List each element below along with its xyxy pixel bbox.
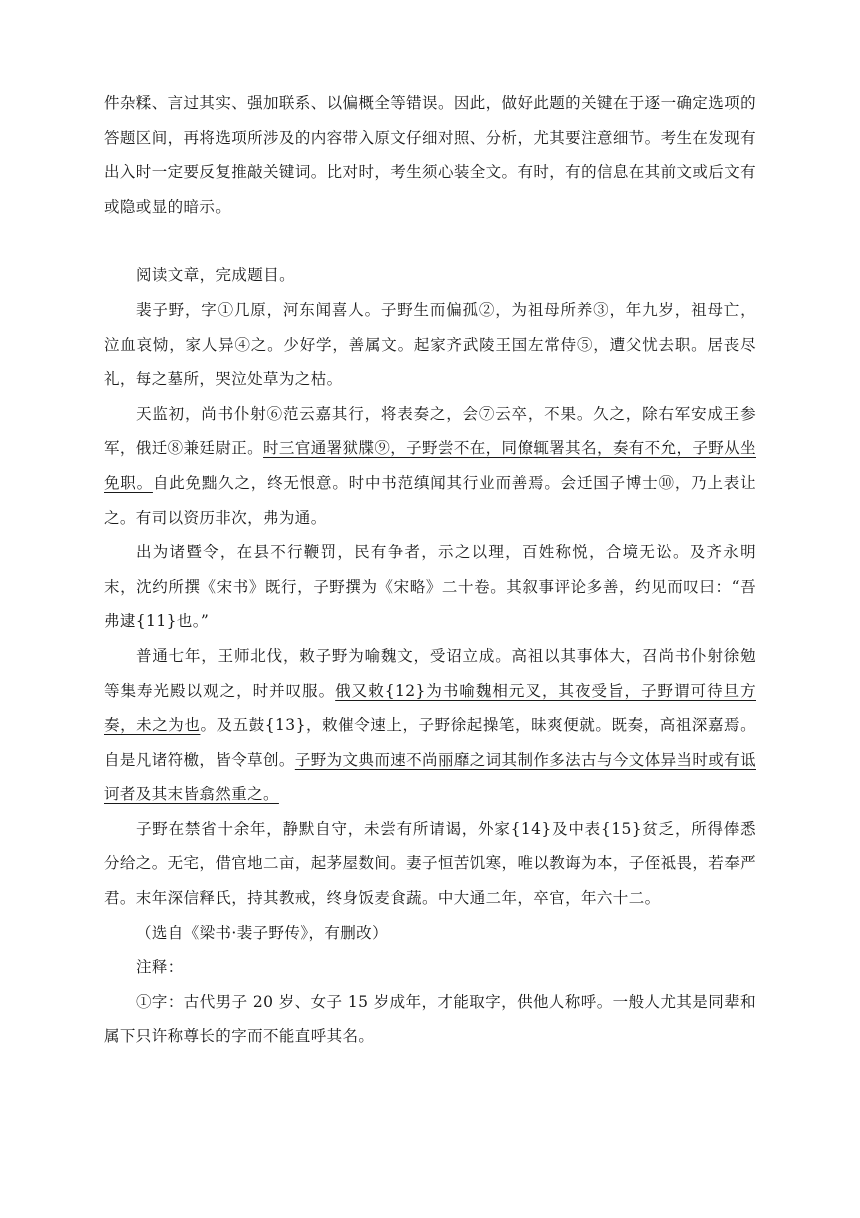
section-gap <box>104 224 756 258</box>
passage-paragraph-4 <box>104 639 756 812</box>
document-page <box>104 86 756 1054</box>
paragraph-4-text-b: 。及五鼓{13}，敕催令速上，子野徐起操笔，昧爽便就。既奏，高祖深嘉焉。自是凡诸符檄，皆令草创。 <box>104 716 756 769</box>
reading-prompt: 阅读文章，完成题目。 <box>136 266 296 285</box>
paragraph-2-text-b: 自此免黜久之，终无恨意。时中书范缜闻其行业而善焉。会迁国子博士⑩，乃上表让之。有司以资历非次，弗为通。 <box>104 473 756 527</box>
underlined-sentence-2: 俄又敕{12}为书喻魏相元叉，其夜受旨，子野谓可待旦方奏，未之为也 <box>104 681 756 735</box>
passage-paragraph-5: 子野在禁省十余年，静默自守，未尝有所请谒，外家{14}及中表{15}贫乏，所得俸悉分给之。无宅，借官地二亩，起茅屋数间。妻子恒苦饥寒，唯以教诲为本，子侄祗畏，若奉严君。末年深信释氏，持其教戒，终身饭麦食蔬。中大通二年，卒官，年六十二。 <box>104 819 756 908</box>
paragraph-4-text-a: 普通七年，王师北伐，敕子野为喻魏文，受诏立成。高祖以其事体大，召尚书仆射徐勉等集寿光殿以观之，时并叹服。 <box>104 646 756 700</box>
passage-paragraph-2 <box>104 397 756 535</box>
intro-paragraph: 件杂糅、言过其实、强加联系、以偏概全等错误。因此，做好此题的关键在于逐一确定选项的答题区间，再将选项所涉及的内容带入原文仔细对照、分析，尤其要注意细节。考生在发现有出入时一定要反复推敲关键词。比对时，考生须心装全文。有时，有的信息在其前文或后文有或隐或显的暗示。 <box>104 94 756 216</box>
source-citation: （选自《梁书·裴子野传》，有删改） <box>136 923 388 942</box>
paragraph-2-text-a: 天监初，尚书仆射⑥范云嘉其行，将表奏之，会⑦云卒，不果。久之，除右军安成王参军，俄迁⑧兼廷尉正。 <box>104 404 756 458</box>
note-1: ①字：古代男子 20 岁、女子 15 岁成年，才能取字，供他人称呼。一般人尤其是同辈和属下只许称尊长的字而不能直呼其名。 <box>104 992 756 1046</box>
passage-paragraph-3: 出为诸暨令，在县不行鞭罚，民有争者，示之以理，百姓称悦，合境无讼。及齐永明末，沈约所撰《宋书》既行，子野撰为《宋略》二十卷。其叙事评论多善，约见而叹曰：“吾弗逮{11}也。” <box>104 543 756 631</box>
passage-paragraph-1: 裴子野，字①几原，河东闻喜人。子野生而偏孤②，为祖母所养③，年九岁，祖母亡，泣血哀恸，家人异④之。少好学，善属文。起家齐武陵王国左常侍⑤，遭父忧去职。居丧尽礼，每之墓所，哭泣处草为之枯。 <box>104 300 756 389</box>
underlined-sentence-1: 时三官通署狱牒⑨，子野尝不在，同僚辄署其名，奏有不允，子野从坐免职。 <box>104 439 756 492</box>
notes-title: 注释： <box>136 958 184 977</box>
underlined-sentence-3: 子野为文典而速不尚丽靡之词其制作多法古与今文体异当时或有诋诃者及其末皆翕然重之。 <box>104 750 756 804</box>
